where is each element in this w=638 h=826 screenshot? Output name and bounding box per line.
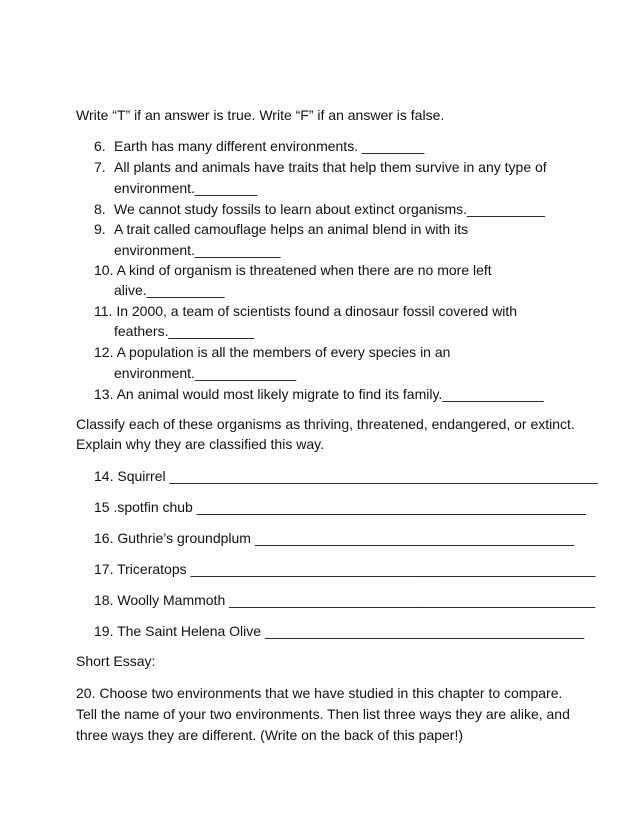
classify-instructions-line-1: Classify each of these organisms as thriving, threatened, endangered, or extinct. bbox=[76, 416, 575, 432]
tf-item-13-text: 13. An animal would most likely migrate to find its family._____________ bbox=[94, 386, 544, 402]
tf-item-11-text-continued: feathers.___________ bbox=[114, 323, 255, 339]
tf-item-6-text: Earth has many different environments. ________ bbox=[114, 138, 425, 154]
classify-item-14: 14. Squirrel _______________________________________________________ bbox=[94, 468, 598, 484]
tf-item-12-text-continued: environment._____________ bbox=[114, 365, 297, 381]
tf-item-10-text-continued: alive.__________ bbox=[114, 282, 225, 298]
classify-item-17: 17. Triceratops ____________________________________________________ bbox=[94, 561, 596, 577]
tf-item-8-text: We cannot study fossils to learn about extinct organisms.__________ bbox=[114, 201, 545, 217]
tf-item-7-text: All plants and animals have traits that help them survive in any type of bbox=[114, 159, 547, 175]
tf-item-8-number: 8. bbox=[94, 201, 106, 217]
tf-item-10-text: 10. A kind of organism is threatened when there are no more left bbox=[94, 262, 492, 278]
classify-item-19: 19. The Saint Helena Olive _________________________________________ bbox=[94, 623, 585, 639]
tf-item-9-text: A trait called camouflage helps an animal blend in with its bbox=[114, 221, 469, 237]
essay-prompt-line-2: Tell the name of your two environments. Then list three ways they are alike, and bbox=[76, 706, 570, 722]
tf-item-7-text-continued: environment.________ bbox=[114, 180, 258, 196]
tf-item-11-text: 11. In 2000, a team of scientists found a dinosaur fossil covered with bbox=[94, 303, 518, 319]
classify-instructions-line-2: Explain why they are classified this way. bbox=[76, 436, 324, 452]
tf-item-7-number: 7. bbox=[94, 159, 106, 175]
tf-item-6-number: 6. bbox=[94, 138, 106, 154]
tf-item-9-number: 9. bbox=[94, 221, 106, 237]
essay-prompt-line-1: 20. Choose two environments that we have studied in this chapter to compare. bbox=[76, 685, 563, 701]
short-essay-heading: Short Essay: bbox=[76, 653, 156, 669]
classify-item-15: 15 .spotfin chub __________________________________________________ bbox=[94, 499, 587, 515]
tf-item-9-text-continued: environment.___________ bbox=[114, 242, 281, 258]
tf-instructions: Write “T” if an answer is true. Write “F” if an answer is false. bbox=[76, 107, 445, 123]
classify-item-16: 16. Guthrie’s groundplum _________________________________________ bbox=[94, 530, 575, 546]
essay-prompt-line-3: three ways they are different. (Write on the back of this paper!) bbox=[76, 727, 464, 743]
tf-item-12-text: 12. A population is all the members of every species in an bbox=[94, 344, 451, 360]
classify-item-18: 18. Woolly Mammoth _______________________________________________ bbox=[94, 592, 596, 608]
